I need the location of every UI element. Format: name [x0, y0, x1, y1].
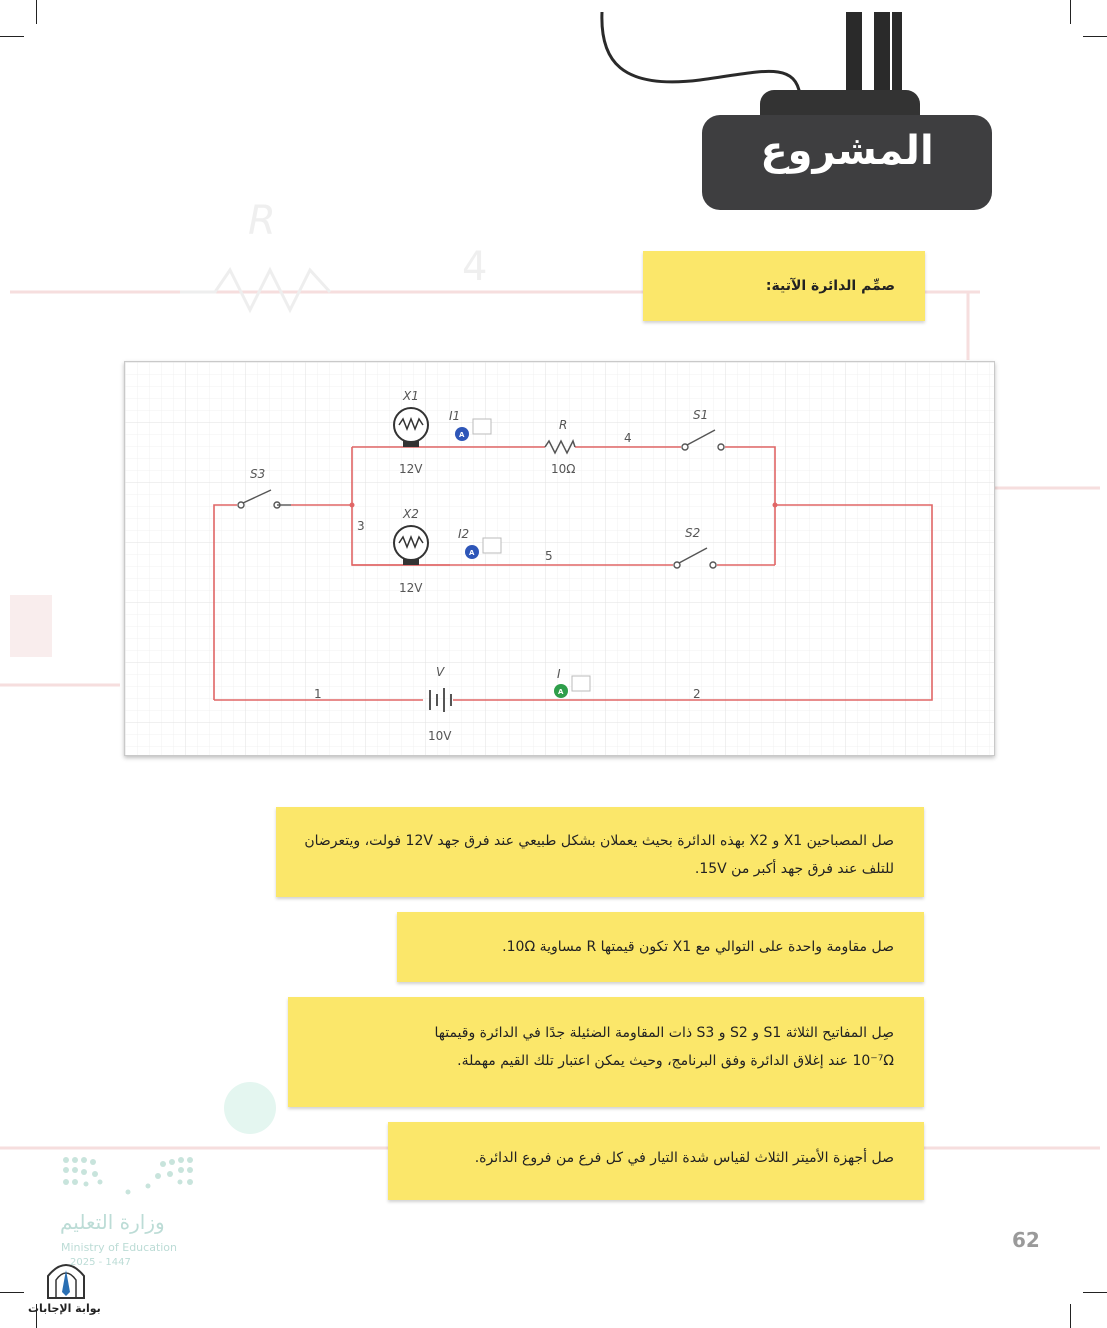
ministry-year: 2025 - 1447 [70, 1257, 131, 1268]
label-s2: S2 [685, 526, 701, 540]
ammeter-i1-symbol: A [459, 431, 465, 439]
svg-text:R: R [248, 198, 276, 244]
ministry-name-en: Ministry of Education [61, 1241, 178, 1254]
svg-text:4: 4 [462, 244, 488, 290]
label-node-1: 1 [314, 687, 322, 701]
label-i2: I2 [458, 527, 470, 541]
ministry-logo-icon [60, 1152, 200, 1202]
label-i1: I1 [449, 409, 461, 423]
label-node-3: 3 [357, 519, 365, 533]
portal-logo-icon [44, 1256, 88, 1300]
task-1-line-1: صل المصباحين X1 و X2 بهذه الدائرة بحيث يعملان بشكل طبيعي عند فرق جهد 12V فولت، ويتعرضان [304, 833, 894, 849]
label-x2: X2 [403, 507, 419, 521]
label-v-value: 10V [428, 729, 452, 743]
task-card-2 [397, 912, 924, 982]
portal-name: بوابة الإجابات [28, 1302, 101, 1315]
crop-mark [0, 36, 24, 37]
circuit-diagram [124, 361, 995, 756]
label-r-value: 10Ω [551, 462, 576, 476]
task-card-3 [288, 997, 924, 1107]
label-x1: X1 [403, 389, 419, 403]
crop-mark [36, 0, 37, 24]
label-i: I [557, 667, 561, 681]
ammeter-i2-symbol: A [469, 549, 475, 557]
task-card-4 [388, 1122, 924, 1200]
label-r: R [559, 418, 568, 432]
label-v: V [436, 665, 445, 679]
task-2-line-1: صل مقاومة واحدة على التوالي مع X1 تكون قيمتها R مساوية 10Ω. [502, 939, 894, 955]
crop-mark [1083, 36, 1107, 37]
label-node-2: 2 [693, 687, 701, 701]
page-number: 62 [1012, 1228, 1040, 1252]
ministry-name-ar: وزارة التعليم [60, 1210, 165, 1234]
crop-mark [1083, 1292, 1107, 1293]
label-s1: S1 [693, 408, 709, 422]
task-card-1 [276, 807, 924, 897]
crop-mark [1070, 0, 1071, 24]
task-3-line-1: صِل المفاتيح الثلاثة S1 و S2 و S3 ذات المقاومة الضئيلة جدًا في الدائرة وقيمتها [434, 1025, 894, 1041]
crop-mark [0, 1292, 24, 1293]
label-x1-voltage: 12V [399, 462, 423, 476]
task-4-line-1: صل أجهزة الأميتر الثلاث لقياس شدة التيار في كل فرع من فروع الدائرة. [474, 1150, 894, 1166]
label-x2-voltage: 12V [399, 581, 423, 595]
label-s3: S3 [250, 467, 266, 481]
intro-text: صمِّم الدائرة الآتية: [765, 278, 895, 294]
task-3-line-2: 10⁻⁷Ω عند إغلاق الدائرة وفق البرنامج، وحيث يمكن اعتبار تلك القيم مهملة. [457, 1053, 894, 1069]
label-node-4: 4 [624, 431, 632, 445]
circuit-svg [125, 362, 994, 755]
intro-card [643, 251, 925, 321]
task-1-line-2: للتلف عند فرق جهد أكبر من 15V. [694, 861, 894, 877]
label-node-5: 5 [545, 549, 553, 563]
banner-title: المشروع [760, 128, 934, 174]
ammeter-i-symbol: A [558, 688, 564, 696]
crop-mark [1070, 1304, 1071, 1328]
